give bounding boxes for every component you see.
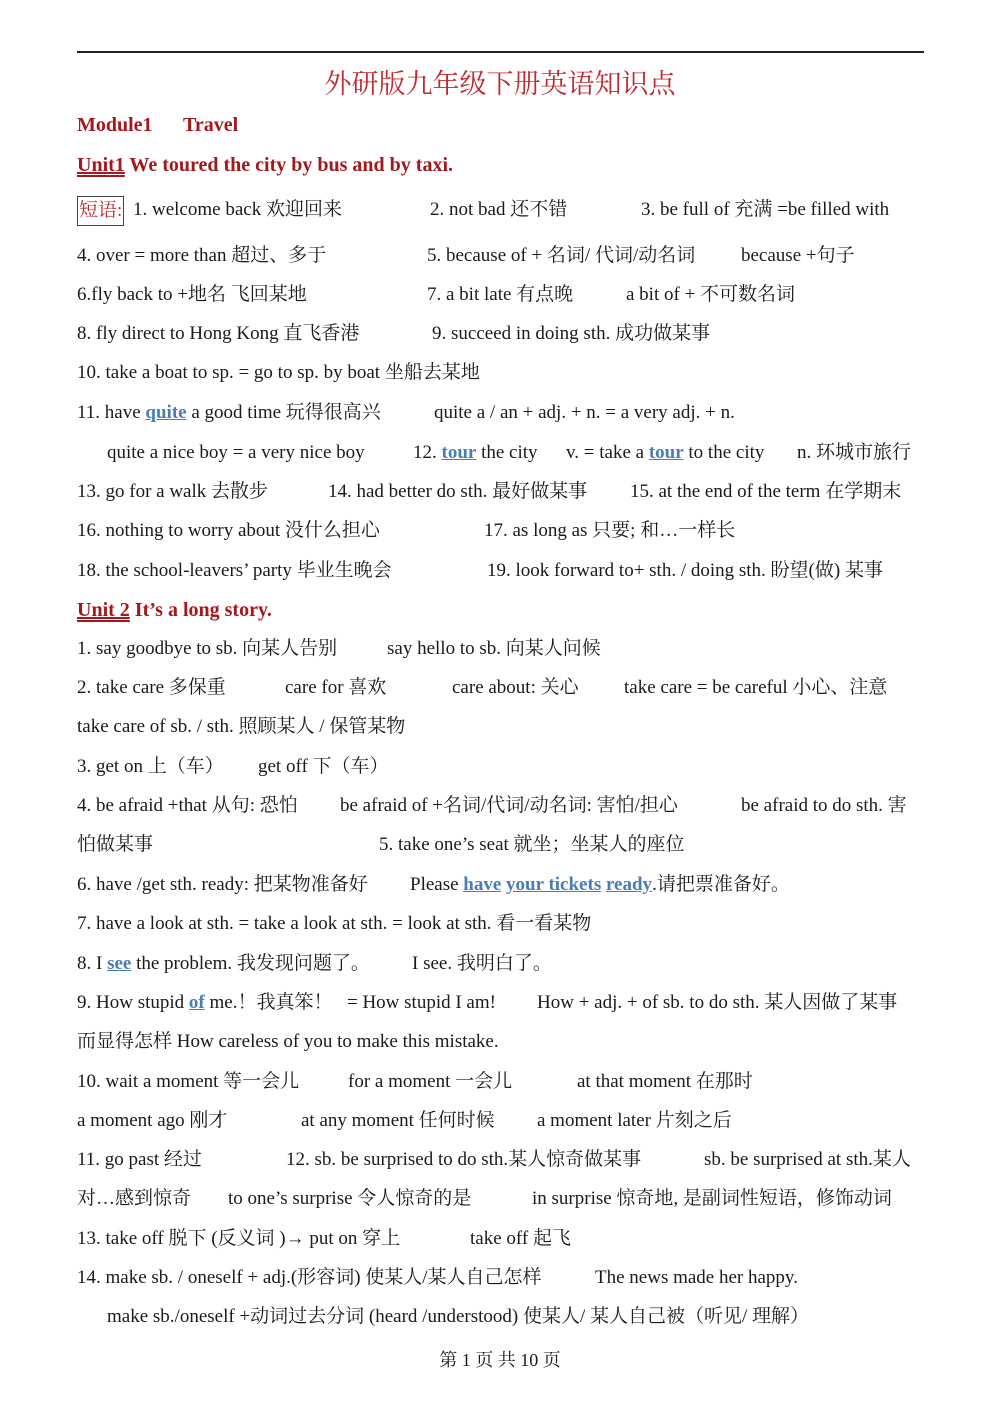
list-item: take care of sb. / sth. 照顾某人 / 保管某物 <box>77 716 406 737</box>
highlight-word: your tickets <box>506 874 602 895</box>
unit2-title: It’s a long story. <box>129 599 272 621</box>
u2-row <box>0 753 1000 781</box>
unit1-heading <box>0 151 1000 179</box>
list-item: 5. because of + 名词/ 代词/动名词 <box>427 245 696 266</box>
list-item: n. 环城市旅行 <box>797 442 912 463</box>
u2-row <box>0 831 1000 859</box>
list-item: to one’s surprise 令人惊奇的是 <box>228 1188 472 1209</box>
module-heading <box>0 111 1000 139</box>
list-item: be afraid of +名词/代词/动名词: 害怕/担心 <box>340 795 678 816</box>
u2-row <box>0 792 1000 820</box>
module-name: Travel <box>183 114 239 136</box>
list-item: quite a nice boy = a very nice boy <box>107 442 365 463</box>
list-item: 11. go past 经过 <box>77 1149 202 1170</box>
list-item: 1. say goodbye to sb. 向某人告别 <box>77 638 338 659</box>
list-item: 7. have a look at sth. = take a look at sth. = look at sth. 看一看某物 <box>77 913 592 934</box>
u1-row <box>0 517 1000 545</box>
list-item: 13. take off 脱下 (反义词 )→ put on 穿上 <box>77 1228 401 1249</box>
list-item: because +句子 <box>741 245 855 266</box>
unit2-heading <box>0 596 1000 624</box>
list-item: at that moment 在那时 <box>577 1071 753 1092</box>
list-item: 13. go for a walk 去散步 <box>77 481 269 502</box>
u2-row <box>0 989 1000 1017</box>
u2-row <box>0 1068 1000 1096</box>
phrases-label: 短语: <box>77 196 124 226</box>
u2-row <box>0 910 1000 938</box>
u2-row <box>0 950 1000 978</box>
u2-row <box>0 1146 1000 1174</box>
highlight-word: tour <box>441 442 477 463</box>
list-item: 6.fly back to +地名 飞回某地 <box>77 284 307 305</box>
list-item: How + adj. + of sb. to do sth. 某人因做了某事 <box>537 992 898 1013</box>
list-item: 8. fly direct to Hong Kong 直飞香港 <box>77 323 360 344</box>
list-item: at any moment 任何时候 <box>301 1110 495 1131</box>
list-item: 5. take one’s seat 就坐；坐某人的座位 <box>379 834 685 855</box>
highlight-word: have <box>463 874 502 895</box>
list-item: 11. have quite a good time 玩得很高兴 <box>77 402 381 423</box>
highlight-word: quite <box>145 402 187 423</box>
u1-row <box>0 439 1000 467</box>
u1-row <box>0 281 1000 309</box>
u2-row <box>0 1303 1000 1331</box>
list-item: 10. wait a moment 等一会儿 <box>77 1071 300 1092</box>
list-item: 2. not bad 还不错 <box>430 199 568 220</box>
list-item: 7. a bit late 有点晚 <box>427 284 574 305</box>
list-item: 6. have /get sth. ready: 把某物准备好 <box>77 874 368 895</box>
list-item: 12. sb. be surprised to do sth.某人惊奇做某事 <box>286 1149 642 1170</box>
u2-row <box>0 1264 1000 1292</box>
list-item: in surprise 惊奇地, 是副词性短语，修饰动词 <box>532 1188 892 1209</box>
list-item: 3. get on 上（车） <box>77 756 224 777</box>
page-title: 外研版九年级下册英语知识点 <box>324 69 676 99</box>
list-item: v. = take a tour to the city <box>566 442 765 463</box>
list-item: 2. take care 多保重 <box>77 677 226 698</box>
list-item: a bit of + 不可数名词 <box>626 284 796 305</box>
list-item: 8. I see the problem. 我发现问题了。 <box>77 953 370 974</box>
u1-row <box>0 399 1000 427</box>
list-item: 4. over = more than 超过、多于 <box>77 245 327 266</box>
list-item: The news made her happy. <box>595 1267 798 1288</box>
u1-row <box>0 359 1000 387</box>
u1-row <box>0 242 1000 270</box>
list-item: 而显得怎样 How careless of you to make this mistake. <box>77 1031 499 1052</box>
list-item: I see. 我明白了。 <box>412 953 552 974</box>
list-item: 对…感到惊奇 <box>77 1188 192 1209</box>
list-item: say hello to sb. 向某人问候 <box>387 638 601 659</box>
list-item: 10. take a boat to sp. = go to sp. by boat 坐船去某地 <box>77 362 480 383</box>
highlight-word: ready <box>605 874 653 895</box>
u2-row <box>0 1225 1000 1253</box>
list-item: take off 起飞 <box>470 1228 571 1249</box>
module-label: Module1 <box>77 114 153 136</box>
list-item: 14. had better do sth. 最好做某事 <box>328 481 588 502</box>
list-item: Please have your tickets ready.请把票准备好。 <box>410 874 790 895</box>
u2-row <box>0 1185 1000 1213</box>
list-item: get off 下（车） <box>258 756 389 777</box>
list-item: 3. be full of 充满 =be filled with <box>641 199 890 220</box>
highlight-word: see <box>107 953 132 974</box>
list-item: care about: 关心 <box>452 677 579 698</box>
list-item: be afraid to do sth. 害 <box>741 795 907 816</box>
u2-row <box>0 674 1000 702</box>
list-item: take care = be careful 小心、注意 <box>624 677 888 698</box>
list-item: 9. succeed in doing sth. 成功做某事 <box>432 323 711 344</box>
u2-row <box>0 635 1000 663</box>
list-item: a moment later 片刻之后 <box>537 1110 732 1131</box>
list-item: 1. welcome back 欢迎回来 <box>133 199 342 220</box>
list-item: 9. How stupid of me.！我真笨！ <box>77 992 333 1013</box>
list-item: 19. look forward to+ sth. / doing sth. 盼望(做) 某事 <box>487 560 883 581</box>
u1-row <box>0 196 1000 224</box>
list-item: 16. nothing to worry about 没什么担心 <box>77 520 380 541</box>
list-item: 15. at the end of the term 在学期末 <box>630 481 902 502</box>
list-item: 18. the school-leavers’ party 毕业生晚会 <box>77 560 392 581</box>
list-item: sb. be surprised at sth.某人 <box>704 1149 911 1170</box>
page-number: 第 1 页 共 10 页 <box>439 1350 561 1370</box>
list-item: quite a / an + adj. + n. = a very adj. + n. <box>434 402 735 423</box>
u2-row <box>0 1107 1000 1135</box>
unit1-title: We toured the city by bus and by taxi. <box>124 154 453 176</box>
list-item: 怕做某事 <box>77 834 154 855</box>
list-item: for a moment 一会儿 <box>348 1071 513 1092</box>
list-item: 12. tour the city <box>413 442 538 463</box>
u2-row <box>0 871 1000 899</box>
list-item: 4. be afraid +that 从句: 恐怕 <box>77 795 298 816</box>
highlight-word: tour <box>648 442 684 463</box>
list-item: = How stupid I am! <box>347 992 496 1013</box>
list-item: 14. make sb. / oneself + adj.(形容词) 使某人/某人自己怎样 <box>77 1267 542 1288</box>
unit2-label: Unit 2 <box>77 599 130 621</box>
unit1-label: Unit1 <box>77 154 125 176</box>
list-item: care for 喜欢 <box>285 677 387 698</box>
top-rule <box>77 51 924 53</box>
u1-row <box>0 478 1000 506</box>
u1-row <box>0 320 1000 348</box>
list-item: a moment ago 刚才 <box>77 1110 228 1131</box>
highlight-word: of <box>188 992 205 1013</box>
list-item: make sb./oneself +动词过去分词 (heard /understood) 使某人/ 某人自己被（听见/ 理解） <box>107 1306 810 1327</box>
list-item: 17. as long as 只要; 和…一样长 <box>484 520 736 541</box>
u2-row <box>0 1028 1000 1056</box>
u2-row <box>0 713 1000 741</box>
u1-row <box>0 557 1000 585</box>
